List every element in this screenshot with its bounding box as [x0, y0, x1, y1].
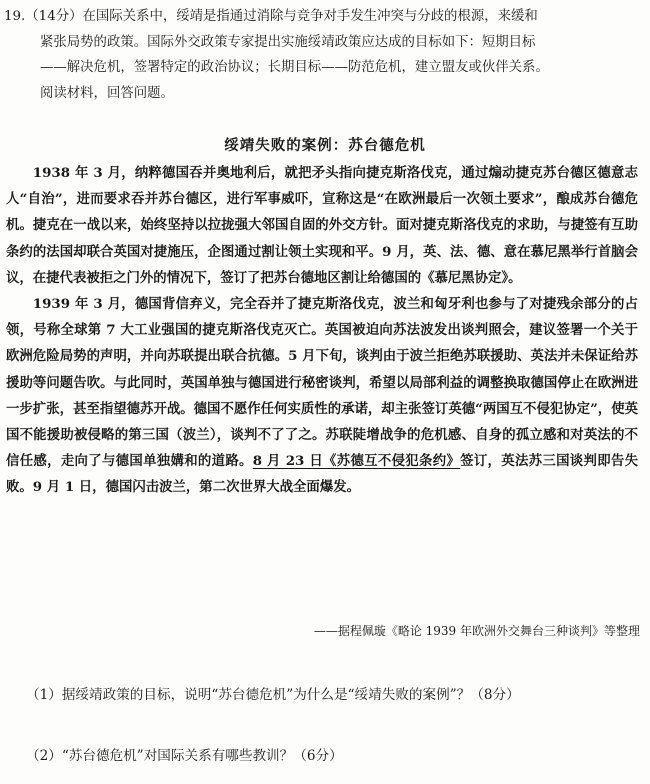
sub-question-2: （2）“苏台德危机”对国际关系有哪些教训？（6分） — [26, 748, 343, 764]
source-citation: ——据程佩璇《略论 1939 年欧洲外交舞台三种谈判》等整理 — [313, 624, 640, 638]
material-paragraph-1: 1938 年 3 月，纳粹德国吞并奥地利后，就把矛头指向捷克斯洛伐克，通过煽动捷克苏台德区德意志人“自治”，进而要求吞并苏台德区，进行军事威吓，宣称这是“在欧洲最后一次领土要求”，酿成苏台德危机。捷克在一战以来，始终坚持以拉拢强大邻国自固的外交方针。面对捷克斯洛伐克的求助，与捷签有互助条约的法国却联合英国对捷施压，企图通过割让领土实现和平。9 月，英、法、德、意在慕尼黑举行首脑会议，在捷代表被拒之门外的情况下，签订了把苏台德地区割让给德国的《慕尼黑协定》。 — [6, 165, 638, 286]
question-intro — [4, 4, 644, 106]
intro-line: 19.（14分）在国际关系中，绥靖是指通过消除与竞争对手发生冲突与分歧的根源，来缓和 — [4, 9, 538, 24]
intro-line: ——解决危机，签署特定的政治协议；长期目标——防范危机，建立盟友或伙伴关系。 — [40, 60, 549, 75]
intro-line: 阅读材料，回答问题。 — [40, 85, 174, 101]
case-title: 绥靖失败的案例：苏台德危机 — [224, 137, 426, 154]
material-paragraph-2 — [6, 291, 638, 501]
sub-question-1: （1）据绥靖政策的目标，说明“苏台德危机”为什么是“绥靖失败的案例”？（8分） — [26, 687, 520, 703]
paragraph-text: 签订，英法苏三国谈判即告失败。9 月 1 日，德国闪击波兰，第二次世界大战全面爆发。 — [6, 453, 639, 496]
paragraph-text: 1939 年 3 月，德国背信弃义，完全吞并了捷克斯洛伐克，波兰和匈牙利也参与了对捷残余部分的占领，号称全球第 7 大工业强国的捷克斯洛伐克灭亡。英国被迫向苏法波发出谈判照会，建议签署一个关于欧洲危险局势的声明，并向苏联提出联合抗德。5 月下旬，谈判由于波兰拒绝苏联援助、英法并未保证给苏援助等问题告吹。与此同时，英国单独与德国进行秘密谈判，希望以局部利益的调整换取德国停止在欧洲进一步扩张，甚至指望德苏开战。德国不愿作任何实质性的承诺，却主张签订英德“两国互不侵犯协定”，使英国不能援助被侵略的第三国（波兰），谈判不了了之。苏联陡增战争的危机感、自身的孤立感和对英法的不信任感，走向了与德国单独媾和的道路。 — [6, 296, 638, 470]
material-text — [6, 160, 638, 501]
intro-line: 紧张局势的政策。国际外交政策专家提出实施绥靖政策应达成的目标如下：短期目标 — [40, 34, 536, 50]
underlined-text: 8 月 23 日《苏德互不侵犯条约》 — [252, 453, 461, 470]
